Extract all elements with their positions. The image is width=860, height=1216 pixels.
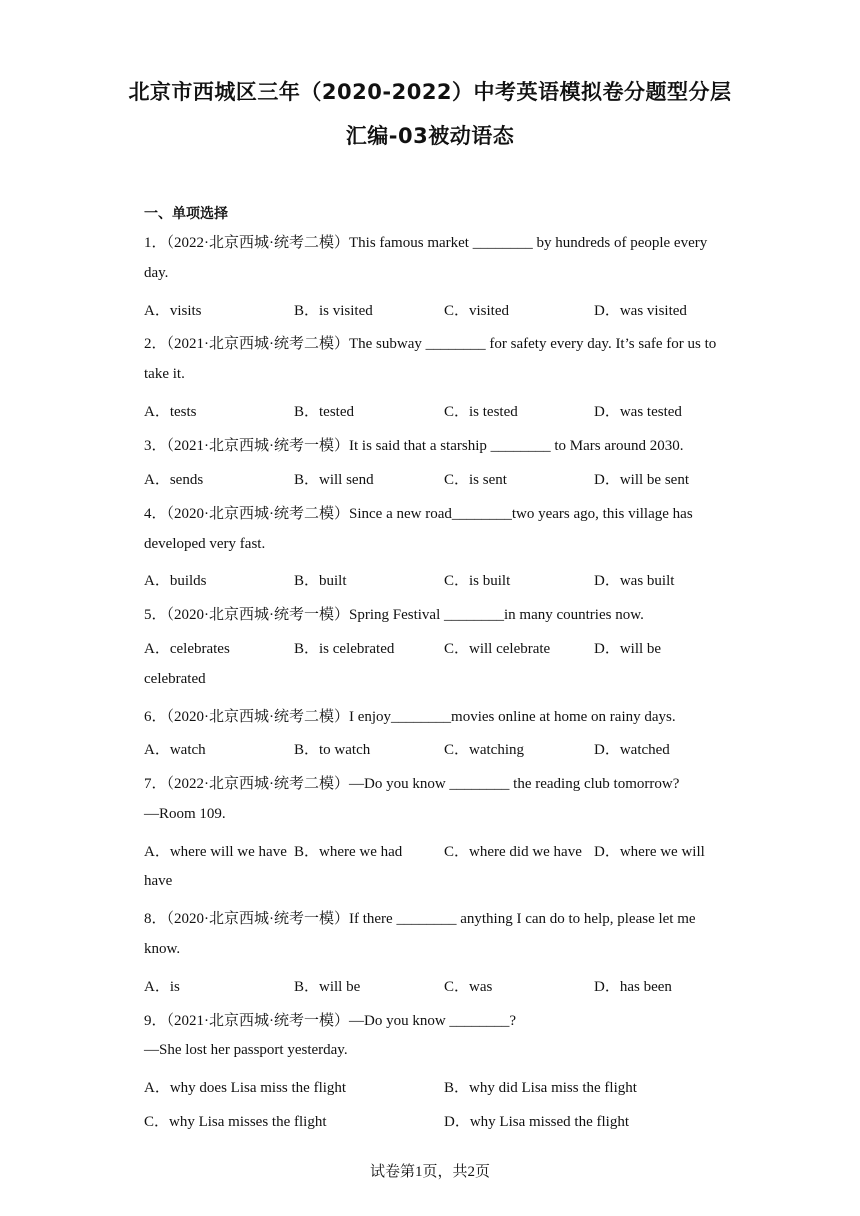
- q2-option-b[interactable]: B．tested: [294, 404, 354, 420]
- q3-option-b[interactable]: B．will send: [294, 472, 374, 488]
- q7-option-b[interactable]: B．where we had: [294, 844, 403, 860]
- q7-option-d[interactable]: D．where we will: [594, 844, 705, 860]
- q6-option-d[interactable]: D．watched: [594, 742, 670, 758]
- section-heading: 一、单项选择: [144, 206, 228, 222]
- q5-option-c[interactable]: C．will celebrate: [444, 641, 551, 657]
- question-8-text-cont: know.: [144, 941, 181, 957]
- question-9-text: 9．（2021·北京西城·统考一模）—Do you know ________?: [144, 1013, 517, 1029]
- page-footer: 试卷第1页，共2页: [369, 1164, 490, 1180]
- q9-option-d[interactable]: D．why Lisa missed the flight: [444, 1114, 629, 1130]
- q7-option-d-wrap: have: [144, 873, 173, 889]
- q4-option-c[interactable]: C．is built: [444, 573, 511, 589]
- q8-option-b[interactable]: B．will be: [294, 979, 361, 995]
- q5-option-d[interactable]: D．will be: [594, 641, 662, 657]
- question-4-text: 4．（2020·北京西城·统考二模）Since a new road________two years ago, this village has: [144, 506, 693, 522]
- q2-option-a[interactable]: A．tests: [144, 404, 197, 420]
- q6-option-b[interactable]: B．to watch: [294, 742, 371, 758]
- q2-option-c[interactable]: C．is tested: [444, 404, 518, 420]
- q4-option-a[interactable]: A．builds: [144, 573, 207, 589]
- q8-option-d[interactable]: D．has been: [594, 979, 672, 995]
- question-7-text-cont: —Room 109.: [144, 806, 226, 822]
- q1-option-a[interactable]: A．visits: [144, 303, 202, 319]
- question-3-text: 3．（2021·北京西城·统考一模）It is said that a starship ________ to Mars around 2030.: [144, 438, 684, 454]
- q6-option-c[interactable]: C．watching: [444, 742, 524, 758]
- question-2-text: 2．（2021·北京西城·统考二模）The subway ________ for safety every day. It’s safe for us to: [144, 336, 717, 352]
- q6-option-a[interactable]: A．watch: [144, 742, 206, 758]
- q9-option-c[interactable]: C．why Lisa misses the flight: [144, 1114, 327, 1130]
- q7-option-c[interactable]: C．where did we have: [444, 844, 582, 860]
- q5-option-a[interactable]: A．celebrates: [144, 641, 230, 657]
- document-title-line-1: 北京市西城区三年（2020-2022）中考英语模拟卷分题型分层: [128, 80, 732, 104]
- q5-option-d-wrap: celebrated: [144, 671, 206, 687]
- q7-option-a[interactable]: A．where will we have: [144, 844, 287, 860]
- question-1-text: 1．（2022·北京西城·统考二模）This famous market ________ by hundreds of people every: [144, 235, 708, 251]
- q8-option-a[interactable]: A．is: [144, 979, 180, 995]
- question-1-text-cont: day.: [144, 265, 169, 281]
- q9-option-b[interactable]: B．why did Lisa miss the flight: [444, 1080, 637, 1096]
- question-8-text: 8．（2020·北京西城·统考一模）If there ________ anything I can do to help, please let me: [144, 911, 696, 927]
- q2-option-d[interactable]: D．was tested: [594, 404, 682, 420]
- q3-option-c[interactable]: C．is sent: [444, 472, 507, 488]
- q3-option-a[interactable]: A．sends: [144, 472, 204, 488]
- document-title-line-2: 汇编-03被动语态: [345, 124, 515, 148]
- question-6-text: 6．（2020·北京西城·统考二模）I enjoy________movies online at home on rainy days.: [144, 709, 676, 725]
- question-4-text-cont: developed very fast.: [144, 536, 266, 552]
- question-7-text: 7．（2022·北京西城·统考二模）—Do you know ________ the reading club tomorrow?: [144, 776, 680, 792]
- q3-option-d[interactable]: D．will be sent: [594, 472, 689, 488]
- question-5-text: 5．（2020·北京西城·统考一模）Spring Festival ________in many countries now.: [144, 607, 644, 623]
- question-9-text-cont: —She lost her passport yesterday.: [144, 1042, 348, 1058]
- q8-option-c[interactable]: C．was: [444, 979, 493, 995]
- question-2-text-cont: take it.: [144, 366, 185, 382]
- q1-option-d[interactable]: D．was visited: [594, 303, 687, 319]
- q4-option-b[interactable]: B．built: [294, 573, 347, 589]
- q1-option-c[interactable]: C．visited: [444, 303, 510, 319]
- q5-option-b[interactable]: B．is celebrated: [294, 641, 395, 657]
- q1-option-b[interactable]: B．is visited: [294, 303, 373, 319]
- q9-option-a[interactable]: A．why does Lisa miss the flight: [144, 1080, 347, 1096]
- q4-option-d[interactable]: D．was built: [594, 573, 675, 589]
